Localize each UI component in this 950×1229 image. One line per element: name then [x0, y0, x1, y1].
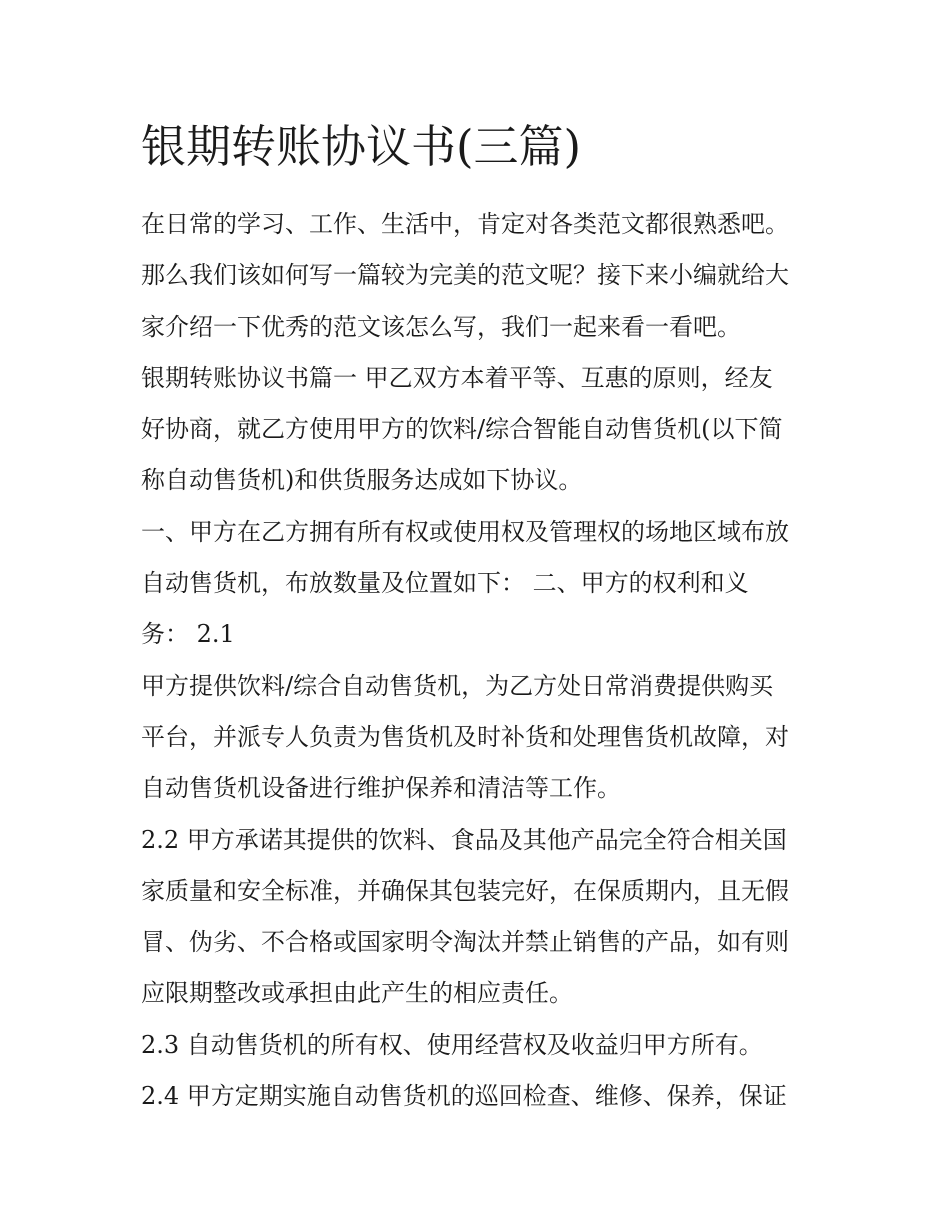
body-line: 甲方提供饮料/综合自动售货机，为乙方处日常消费提供购买: [141, 671, 774, 700]
document-page: [141, 112, 831, 1122]
body-line: 自动售货机，布放数量及位置如下： 二、甲方的权利和义: [141, 569, 749, 598]
body-line: 平台，并派专人负责为售货机及时补货和处理售货机故障，对: [141, 722, 789, 751]
body-line: 那么我们该如何写一篇较为完美的范文呢？接下来小编就给大: [141, 261, 789, 290]
body-line: 在日常的学习、工作、生活中，肯定对各类范文都很熟悉吧。: [141, 210, 789, 238]
body-line: 2.3 自动售货机的所有权、使用经营权及收益归甲方所有。: [141, 1030, 763, 1059]
body-line: 好协商，就乙方使用甲方的饮料/综合智能自动售货机(以下简: [141, 415, 783, 444]
body-line: 2.4 甲方定期实施自动售货机的巡回检查、维修、保养，保证: [141, 1082, 787, 1111]
body-line: 务： 2.1: [141, 620, 235, 649]
body-line: 银期转账协议书篇一 甲乙双方本着平等、互惠的原则，经友: [141, 363, 773, 392]
body-line: 一、甲方在乙方拥有所有权或使用权及管理权的场地区域布放: [141, 517, 789, 546]
body-line: 应限期整改或承担由此产生的相应责任。: [141, 979, 573, 1008]
document-title: 银期转账协议书(三篇): [141, 120, 582, 173]
body-line: 称自动售货机)和供货服务达成如下协议。: [141, 466, 583, 495]
body-line: 2.2 甲方承诺其提供的饮料、食品及其他产品完全符合相关国: [141, 825, 787, 854]
document-body: [141, 199, 831, 1122]
body-line: 家质量和安全标准，并确保其包装完好，在保质期内，且无假: [141, 876, 789, 905]
body-line: 冒、伪劣、不合格或国家明令淘汰并禁止销售的产品，如有则: [141, 928, 789, 957]
body-line: 自动售货机设备进行维护保养和清洁等工作。: [141, 774, 621, 803]
body-line: 家介绍一下优秀的范文该怎么写，我们一起来看一看吧。: [141, 312, 741, 341]
